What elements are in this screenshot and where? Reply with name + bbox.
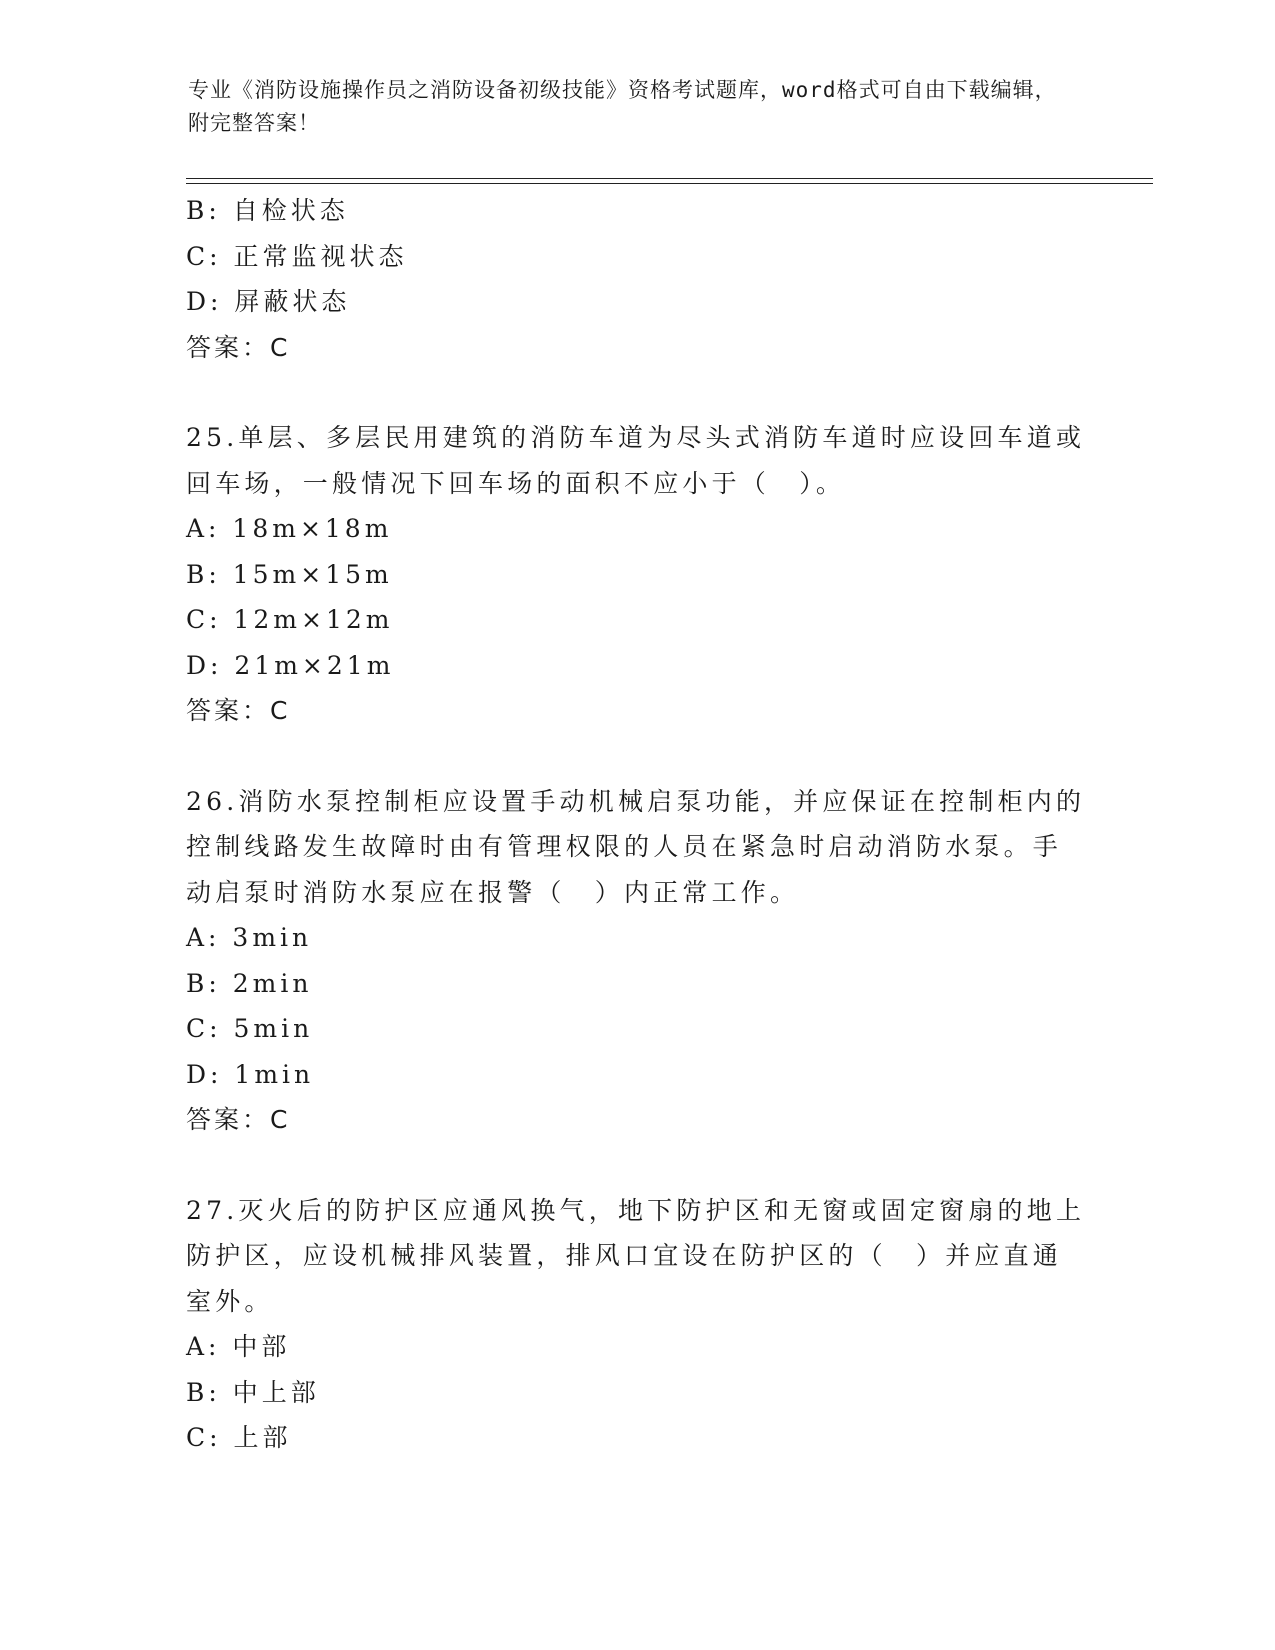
document-header: 专业《消防设施操作员之消防设备初级技能》资格考试题库，word格式可自由下载编辑，附完整答案！ <box>188 78 1057 135</box>
option-a: A: 3min <box>186 923 313 952</box>
option-a: A: 中部 <box>186 1332 291 1361</box>
spacer <box>186 370 1086 415</box>
option-c: C: 12m×12m <box>186 605 394 634</box>
answer-line: 答案：C <box>186 1105 291 1134</box>
option-c: C: 5min <box>186 1014 314 1043</box>
header-divider-top <box>186 178 1153 179</box>
question-27 <box>186 1188 1086 1461</box>
answer-line: 答案：C <box>186 696 291 725</box>
option-b: B: 15m×15m <box>186 559 393 589</box>
question-26 <box>186 779 1086 1143</box>
question-text: 26.消防水泵控制柜应设置手动机械启泵功能，并应保证在控制柜内的控制线路发生故障时由有管理权限的人员在紧急时启动消防水泵。手动启泵时消防水泵应在报警（ ）内正常工作。 <box>186 786 1086 907</box>
spacer <box>186 1143 1086 1188</box>
option-b: B: 2min <box>186 968 313 998</box>
option-d: D: 屏蔽状态 <box>186 287 351 316</box>
answer-line: 答案：C <box>186 332 291 362</box>
header-divider-bottom <box>186 183 1153 184</box>
option-c: C: 正常监视状态 <box>186 241 408 271</box>
option-a: A: 18m×18m <box>186 514 393 543</box>
question-list <box>186 188 1086 1461</box>
question-text: 25.单层、多层民用建筑的消防车道为尽头式消防车道时应设回车道或回车场，一般情况下回车场的面积不应小于（ ）。 <box>186 423 1086 498</box>
option-b: B: 中上部 <box>186 1377 320 1407</box>
question-text: 27.灭火后的防护区应通风换气，地下防护区和无窗或固定窗扇的地上防护区，应设机械排风装置，排风口宜设在防护区的（ ）并应直通室外。 <box>186 1195 1086 1316</box>
option-d: D: 1min <box>186 1059 315 1089</box>
option-c: C: 上部 <box>186 1423 292 1452</box>
question-24-continuation <box>186 188 1086 370</box>
option-b: B: 自检状态 <box>186 196 349 225</box>
spacer <box>186 734 1086 779</box>
option-d: D: 21m×21m <box>186 650 395 680</box>
question-25 <box>186 415 1086 734</box>
